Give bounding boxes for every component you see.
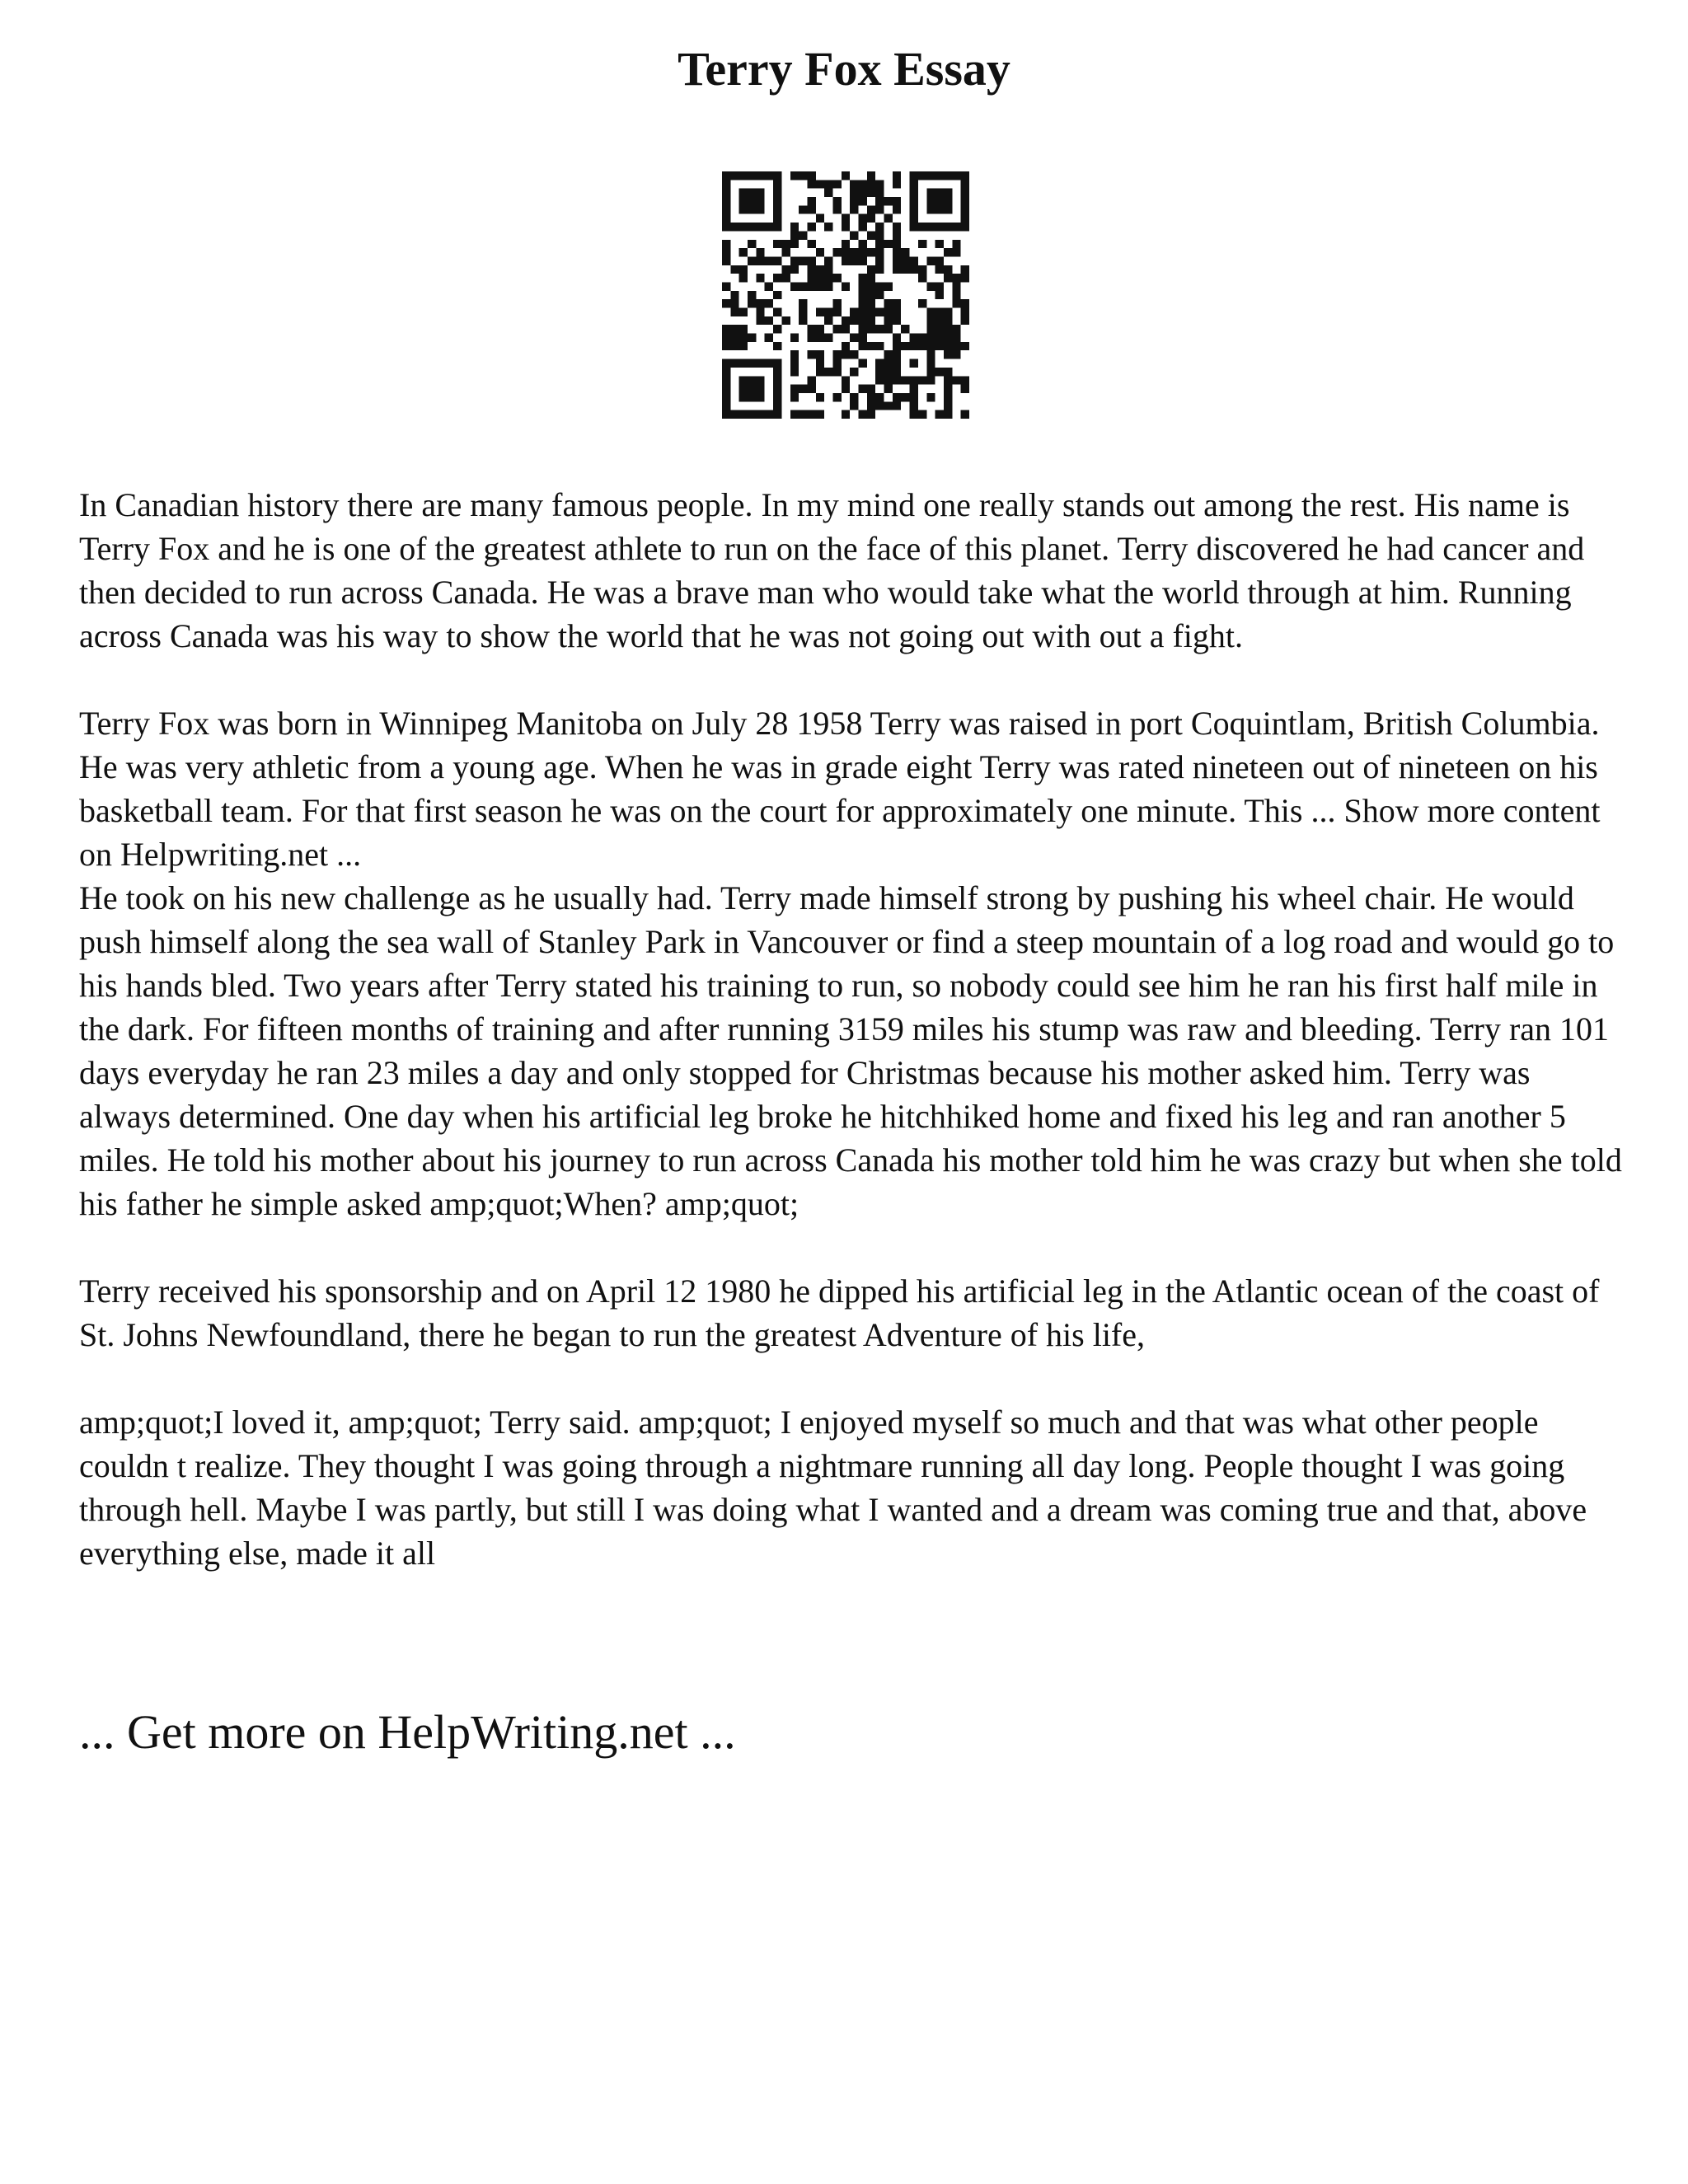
paragraph-marathon-start: Terry received his sponsorship and on April 12 1980 he dipped his artificial leg in the Atlantic ocean of the coast of St. Johns Newfoundland, there he began to run the greatest Adventure of his life, xyxy=(79,1272,1600,1353)
document-title: Terry Fox Essay xyxy=(678,42,1010,96)
paragraph-training: He took on his new challenge as he usually had. Terry made himself strong by pushing his wheel chair. He would push himself along the sea wall of Stanley Park in Vancouver or find a steep mountain of a log road and would go to his hands bled. Two years after Terry stated his training to run, so nobody could see him he ran his first half mile in the dark. For fifteen months of training and after running 3159 miles his stump was raw and bleeding. Terry ran 101 days everyday he ran 23 miles a day and only stopped for Christmas because his mother asked him. Terry was always determined. One day when his artificial leg broke he hitchhiked home and fixed his leg and ran another 5 miles. He told his mother about his journey to run across Canada his mother told him he was crazy but when she told his father he simple asked amp;quot;When? amp;quot; xyxy=(79,879,1622,1222)
essay-body xyxy=(79,483,1629,1619)
paragraph-early-life: Terry Fox was born in Winnipeg Manitoba on July 28 1958 Terry was raised in port Coquintlam, British Columbia. He was very athletic from a young age. When he was in grade eight Terry was rated nineteen out of nineteen on his basketball team. For that first season he was on the court for approximately one minute. This ... Show more content on Helpwriting.net ... xyxy=(79,705,1601,873)
get-more-link[interactable]: ... Get more on HelpWriting.net ... xyxy=(79,1705,736,1759)
paragraph-intro: In Canadian history there are many famous people. In my mind one really stands out among the rest. His name is Terry Fox and he is one of the greatest athlete to run on the face of this planet. Terry discovered he had cancer and then decided to run across Canada. He was a brave man who would take what the world through at him. Running across Canada was his way to show the world that he was not going out with out a fight. xyxy=(79,486,1585,654)
paragraph-quote: amp;quot;I loved it, amp;quot; Terry said. amp;quot; I enjoyed myself so much and that was what other people couldn t realize. They thought I was going through a nightmare running all day long. People thought I was going through hell. Maybe I was partly, but still I was doing what I wanted and a dream was coming true and that, above everything else, made it all xyxy=(79,1404,1587,1572)
qr-code-icon xyxy=(722,171,969,419)
